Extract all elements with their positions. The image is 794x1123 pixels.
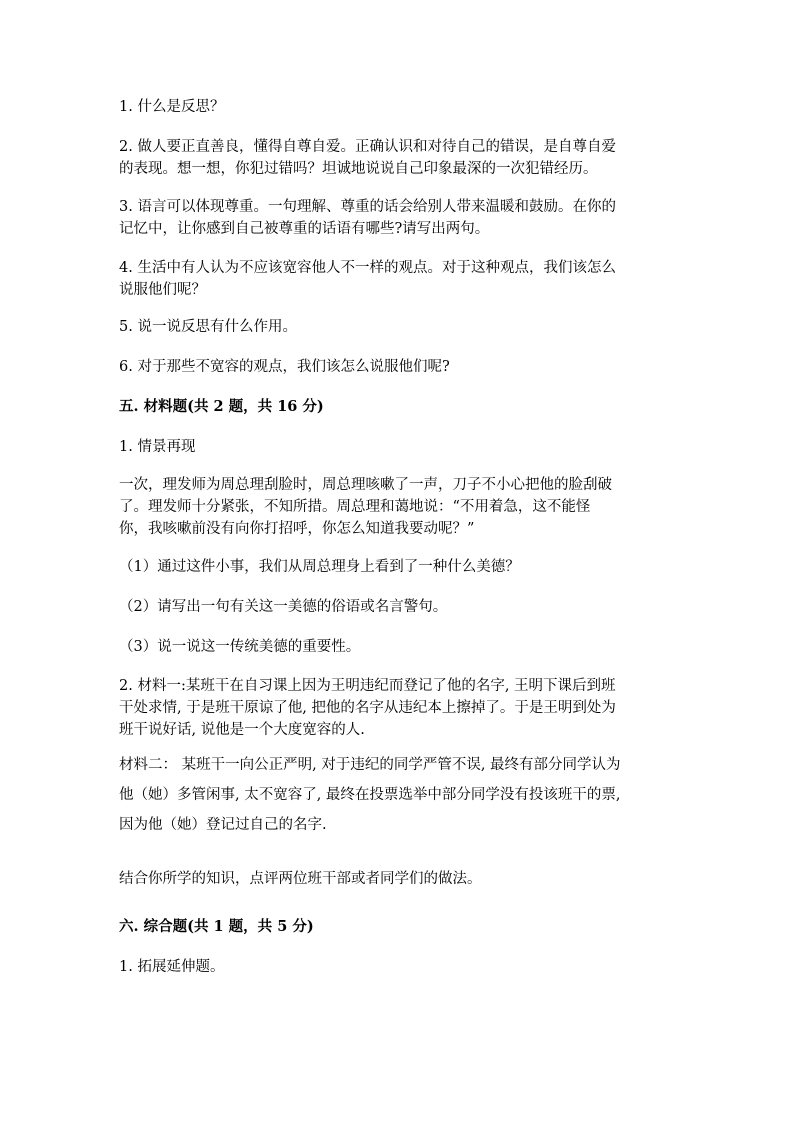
section-title-comprehensive: 六. 综合题(共 1 题，共 5 分) (119, 918, 314, 935)
question-persuade-intolerant: 6. 对于那些不宽容的观点，我们该怎么说服他们呢? (119, 359, 450, 375)
material-1-story: 一次，理发师为周总理刮脸时，周总理咳嗽了一声，刀子不小心把他的脸刮破 了。理发师十分紧张，不知所措。周总理和蔼地说：“不用着急，这不能怪 你，我咳嗽前没有向你打招呼，你怎么知道我要动呢？” (119, 477, 612, 537)
material-1-title: 1. 情景再现 (119, 439, 196, 455)
question-reflection-effect: 5. 说一说反思有什么作用。 (119, 319, 297, 335)
section-title-materials: 五. 材料题(共 2 题，共 16 分) (119, 398, 324, 415)
question-mistake-experience: 2. 做人要正直善良，懂得自尊自爱。正确认识和对待自己的错误，是自尊自爱 的表现。想一想，你犯过错吗？坦诚地说说自己印象最深的一次犯错经历。 (119, 139, 616, 177)
material-2-task: 结合你所学的知识，点评两位班干部或者同学们的做法。 (119, 871, 482, 887)
material-2-part-2: 材料二： 某班干一向公正严明, 对于违纪的同学严管不误, 最终有部分同学认为 他（她）多管闲事, 太不宽容了, 最终在投票选举中部分同学没有投该班干的票, 因为他（她）登记过自己的名字. (119, 757, 621, 833)
question-tolerance-views: 4. 生活中有人认为不应该宽容他人不一样的观点。对于这种观点，我们该怎么 说服他们呢？ (119, 260, 616, 298)
question-respectful-words: 3. 语言可以体现尊重。一句理解、尊重的话会给别人带来温暖和鼓励。在你的 记忆中，让你感到自己被尊重的话语有哪些?请写出两句。 (119, 199, 616, 237)
material-1-question-2: （2）请写出一句有关这一美德的俗语或名言警句。 (119, 599, 448, 615)
material-2-part-1: 2. 材料一:某班干在自习课上因为王明违纪而登记了他的名字, 王明下课后到班 干处求情, 于是班干原谅了他, 把他的名字从违纪本上擦掉了。于是王明到处为 班干说好话, 说他是一个大度宽容的人. (119, 678, 616, 738)
material-1-question-3: （3）说一说这一传统美德的重要性。 (119, 639, 361, 655)
material-1-question-1: （1）通过这件小事，我们从周总理身上看到了一种什么美德？ (119, 559, 520, 575)
question-extension: 1. 拓展延伸题。 (119, 959, 225, 975)
question-reflection: 1. 什么是反思？ (119, 99, 225, 115)
